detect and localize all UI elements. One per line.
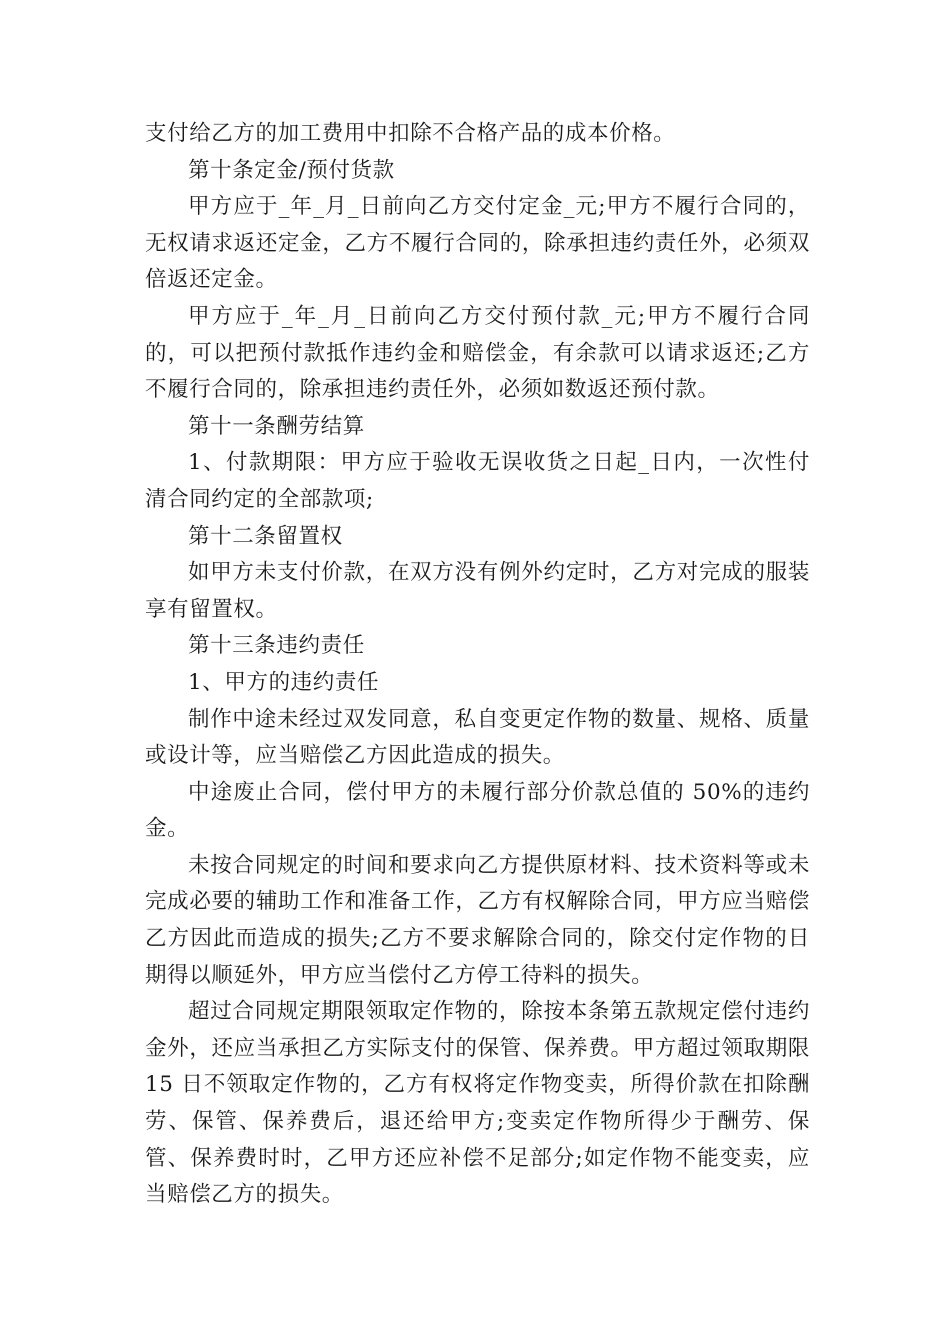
section-heading: 第十条定金/预付货款 — [188, 157, 395, 183]
paragraph: 甲方应于_年_月_日前向乙方交付预付款_元;甲方不履行合同的，可以把预付款抵作违约金和赔偿金，有余款可以请求返还;乙方不履行合同的，除承担违约责任外，必须如数返还预付款。 — [145, 303, 810, 403]
paragraph: 甲方应于_年_月_日前向乙方交付定金_元;甲方不履行合同的，无权请求返还定金，乙方不履行合同的，除承担违约责任外，必须双倍返还定金。 — [145, 194, 810, 293]
section-heading: 第十一条酬劳结算 — [188, 413, 365, 439]
paragraph: 中途废止合同，偿付甲方的未履行部分价款总值的 50%的违约金。 — [145, 779, 810, 842]
paragraph: 超过合同规定期限领取定作物的，除按本条第五款规定偿付违约金外，还应当承担乙方实际支付的保管、保养费。甲方超过领取期限 15 日不领取定作物的，乙方有权将定作物变卖，所得价款在扣除酬劳、保管、保养费后，退还给甲方;变卖定作物所得少于酬劳、保管、保养费时时，乙甲方还应补偿不足部分;如定作物不能变卖，应当赔偿乙方的损失。 — [145, 999, 810, 1208]
section-heading: 第十二条留置权 — [188, 523, 343, 549]
paragraph: 未按合同规定的时间和要求向乙方提供原材料、技术资料等或未完成必要的辅助工作和准备工作，乙方有权解除合同，甲方应当赔偿乙方因此而造成的损失;乙方不要求解除合同的，除交付定作物的日期得以顺延外，甲方应当偿付乙方停工待料的损失。 — [145, 852, 810, 988]
paragraph: 制作中途未经过双发同意，私自变更定作物的数量、规格、质量或设计等，应当赔偿乙方因此造成的损失。 — [145, 706, 810, 769]
section-heading: 第十三条违约责任 — [188, 633, 365, 659]
subsection-heading: 1、甲方的违约责任 — [188, 669, 380, 695]
paragraph: 如甲方未支付价款，在双方没有例外约定时，乙方对完成的服装享有留置权。 — [145, 560, 810, 622]
paragraph: 支付给乙方的加工费用中扣除不合格产品的成本价格。 — [145, 121, 676, 146]
paragraph: 1、付款期限：甲方应于验收无误收货之日起_日内，一次性付清合同约定的全部款项; — [145, 450, 810, 512]
document-body — [145, 116, 810, 1214]
